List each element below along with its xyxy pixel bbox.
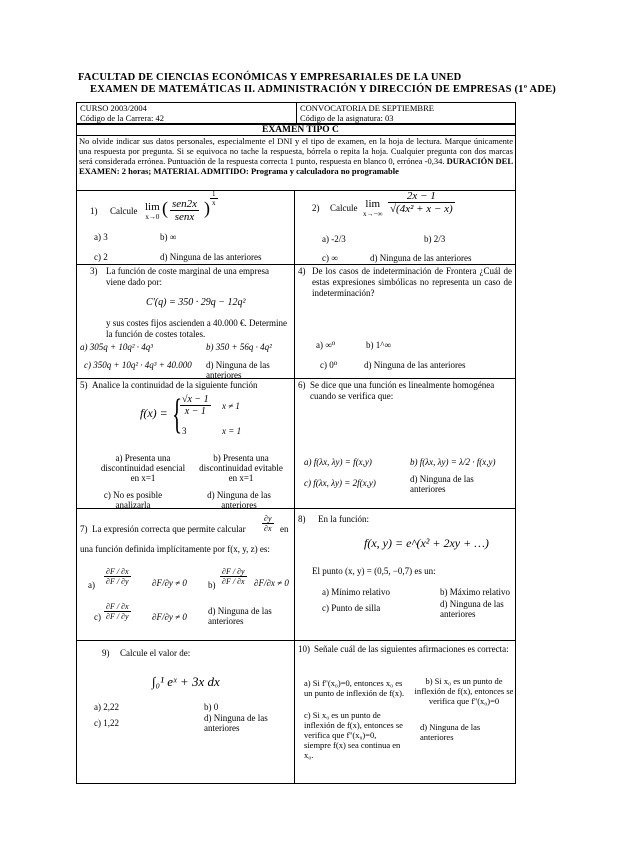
q7-a-fraction[interactable] — [104, 567, 131, 586]
q7-stem-en: en — [280, 524, 289, 534]
q7-a-label[interactable]: a) — [88, 580, 95, 590]
q5-fx: f(x) = — [140, 406, 168, 420]
q7-c-cond: ∂F/∂y ≠ 0 — [152, 612, 187, 622]
q2-option-d[interactable]: d) Ninguna de las anteriores — [370, 253, 472, 263]
q8-stem2: El punto (x, y) = (0,5, −0,7) es un: — [312, 566, 436, 576]
q7-b-num: ∂F / ∂y — [222, 567, 245, 576]
q8-stem: En la función: — [318, 514, 369, 524]
q8-option-c[interactable]: c) Punto de silla — [322, 603, 381, 613]
q7-label: 7) — [80, 524, 88, 534]
convocatoria: CONVOCATORIA DE SEPTIEMBRE — [300, 103, 434, 113]
exam-type: EXAMEN TIPO C — [262, 125, 339, 135]
q3-option-b[interactable]: b) 350 + 56q · 4q² — [206, 342, 272, 352]
q9-option-c[interactable]: c) 1,22 — [94, 718, 119, 728]
q9-stem: Calcule el valor de: — [120, 648, 191, 658]
q10-stem: Señale cuál de las siguientes afirmaciones es correcta: — [314, 644, 509, 654]
q2-option-a[interactable]: a) -2/3 — [322, 234, 346, 244]
q8-option-b[interactable]: b) Máximo relativo — [440, 587, 510, 597]
q5-stem: Analice la continuidad de la siguiente función — [92, 380, 258, 390]
q6-option-d[interactable]: d) Ninguna de las anteriores — [410, 474, 474, 494]
q7-a-cond: ∂F/∂y ≠ 0 — [152, 578, 187, 588]
q4-option-b[interactable]: b) 1^∞ — [366, 340, 391, 350]
q6-option-c[interactable]: c) f(λx, λy) = 2f(x,y) — [304, 478, 376, 488]
q1-exp-den: x — [212, 199, 216, 207]
q1-num: sen2x — [172, 198, 198, 210]
q3-label: 3) — [90, 266, 98, 276]
q2-fraction — [388, 190, 455, 215]
q7-c-label[interactable]: c) — [94, 612, 101, 622]
q7-c-den: ∂F / ∂y — [106, 612, 129, 621]
q1-option-a[interactable]: a) 3 — [94, 232, 108, 242]
q7-b-label[interactable]: b) — [208, 580, 216, 590]
q1-den: senx — [174, 211, 195, 223]
q9-label: 9) — [102, 648, 110, 658]
q2-limit — [363, 198, 382, 218]
q5-case1-num: √x − 1 — [182, 394, 209, 405]
codigo-carrera: Código de la Carrera: 42 — [80, 113, 165, 123]
q1-paren-open: ( — [162, 198, 168, 218]
q5-case2-cond: x = 1 — [222, 426, 242, 436]
q4-label: 4) — [298, 266, 306, 276]
q7-b-fraction[interactable] — [220, 567, 247, 586]
q1-paren-close: ) — [204, 198, 210, 218]
q2-num: 2x − 1 — [388, 190, 455, 203]
q2-label: 2) — [312, 203, 320, 213]
q5-label: 5) — [80, 380, 88, 390]
q1-exponent — [210, 190, 218, 207]
q7-stem2: una función definida implícitamente por f(x, y, z) es: — [80, 544, 270, 554]
faculty-title: FACULTAD DE CIENCIAS ECONÓMICAS Y EMPRESARIALES DE LA UNED — [78, 72, 462, 83]
q2-option-b[interactable]: b) 2/3 — [424, 234, 446, 244]
q6-label: 6) — [298, 380, 306, 390]
q9-option-b[interactable]: b) 0 — [204, 702, 219, 712]
q7-c-num: ∂F / ∂x — [106, 602, 129, 611]
q10-option-c[interactable]: c) Si x₀ es un punto de inflexión de f(x), entonces se verifica que f''(x₀)=0, siempre f(x) sea continua en x₀. — [304, 710, 403, 760]
q2-option-c[interactable]: c) ∞ — [322, 253, 338, 263]
q4-option-c[interactable]: c) 0⁰ — [320, 360, 338, 370]
q7-a-num: ∂F / ∂x — [106, 567, 129, 576]
q8-formula: f(x, y) = e^(x² + 2xy + …) — [364, 536, 489, 550]
q9-option-d[interactable]: d) Ninguna de las anteriores — [204, 713, 268, 733]
q9-integral: ∫₀¹ eˣ + 3x dx — [152, 674, 220, 689]
q1-stem: Calcule — [110, 206, 138, 216]
q8-option-a[interactable]: a) Mínimo relativo — [322, 587, 390, 597]
q6-stem: Se dice que una función es linealmente homogénea cuando se verifica que: — [310, 380, 495, 401]
q6-option-a[interactable]: a) f(λx, λy) = f(x,y) — [304, 457, 372, 467]
q2-lim-sub: x→−∞ — [363, 210, 383, 218]
q10-option-b[interactable]: b) Si x₀ es un punto de inflexión de f(x), entonces se verifica que f''(x₀)=0 — [414, 676, 514, 706]
q5-case2-val: 3 — [182, 426, 187, 436]
q1-exp-num: 1 — [212, 190, 216, 198]
q8-option-d[interactable]: d) Ninguna de las anteriores — [440, 599, 504, 619]
q1-label: 1) — [90, 206, 98, 216]
q3-option-a[interactable]: a) 305q + 10q² · 4q³ — [80, 342, 153, 352]
q7-option-d[interactable]: d) Ninguna de las anteriores — [208, 606, 272, 626]
q1-option-c[interactable]: c) 2 — [94, 252, 108, 262]
q1-lim: lim — [145, 201, 160, 213]
q4-option-d[interactable]: d) Ninguna de las anteriores — [364, 360, 466, 370]
q5-option-d[interactable]: d) Ninguna de las anteriores — [207, 490, 271, 510]
q5-case1-cond: x ≠ 1 — [222, 401, 240, 411]
q7-b-cond: ∂F/∂x ≠ 0 — [254, 578, 289, 588]
q1-lim-sub: x→0 — [145, 213, 160, 221]
instructions-bold: DURACIÓN DEL EXAMEN: 2 horas; MATERIAL ADMITIDO: Programa y calculadora no programable — [79, 156, 514, 176]
instructions-text: No olvide indicar sus datos personales, especialmente el DNI y el tipo de examen, en la hoja de lectura. Marque únicamente una respuesta por pregunta. Si se equivoca no tache la respuesta, bórrela o repita la hoja. Cualquier pregunta con dos marcas será considerada errónea. Puntuación de la respuesta correcta 1 punto, respuesta en blanco 0, errónea -0,34. — [79, 136, 513, 166]
q9-option-a[interactable]: a) 2,22 — [94, 702, 119, 712]
q3-option-d[interactable]: d) Ninguna de las anteriores — [206, 360, 270, 380]
q5-option-c[interactable]: c) No es posible analizarla — [103, 490, 163, 510]
q7-b-den: ∂F / ∂x — [222, 577, 245, 586]
q4-option-a[interactable]: a) ∞⁰ — [316, 340, 336, 350]
q5-option-a[interactable]: a) Presenta una discontinuidad esencial en x=1 — [100, 453, 186, 483]
q7-a-den: ∂F / ∂y — [106, 577, 129, 586]
q7-derivative — [262, 514, 274, 533]
codigo-asignatura: Código de la asignatura: 03 — [300, 113, 394, 123]
q7-stem: La expresión correcta que permite calcular — [92, 524, 246, 534]
q2-lim: lim — [365, 198, 381, 210]
exam-title: EXAMEN DE MATEMÁTICAS II. ADMINISTRACIÓN Y DIRECCIÓN DE EMPRESAS (1º ADE) — [90, 84, 557, 95]
curso: CURSO 2003/2004 — [80, 103, 147, 113]
q7-dy: ∂y — [264, 514, 272, 523]
q7-c-fraction[interactable] — [104, 602, 131, 621]
q10-option-a[interactable]: a) Si f''(x₀)=0, entonces x₀ es un punto de inflexión de f(x). — [304, 678, 405, 698]
q3-stem2: y sus costes fijos ascienden a 40.000 €. Determine la función de costes totales. — [106, 318, 287, 339]
q10-label: 10) — [298, 644, 310, 654]
q4-stem: De los casos de indeterminación de Frontera ¿Cuál de estas expresiones simbólicas no representa un caso de indeterminación? — [312, 266, 512, 298]
q8-label: 8) — [298, 514, 306, 524]
q3-stem: La función de coste marginal de una empresa viene dado por: — [106, 266, 270, 287]
q5-option-b[interactable]: b) Presenta una discontinuidad evitable en x=1 — [199, 453, 283, 483]
q5-case1-den: x − 1 — [184, 406, 206, 417]
q7-dx: ∂x — [264, 524, 272, 533]
q3-formula: C'(q) = 350 · 29q − 12q² — [146, 297, 246, 308]
q3-option-c[interactable]: c) 350q + 10q² · 4q³ + 40.000 — [84, 360, 192, 370]
q1-fraction — [170, 198, 199, 223]
q1-option-d[interactable]: d) Ninguna de las anteriores — [160, 252, 262, 262]
instructions — [79, 136, 513, 176]
q1-limit — [145, 201, 160, 221]
q2-stem: Calcule — [330, 203, 358, 213]
q5-brace: { — [172, 392, 183, 438]
q10-option-d[interactable]: d) Ninguna de las anteriores — [420, 722, 481, 742]
q2-den: √(4x² + x − x) — [390, 203, 453, 215]
q1-option-b[interactable]: b) ∞ — [160, 232, 177, 242]
q5-case1-fraction — [180, 394, 211, 417]
q6-option-b[interactable]: b) f(λx, λy) = λ/2 · f(x,y) — [410, 457, 496, 467]
